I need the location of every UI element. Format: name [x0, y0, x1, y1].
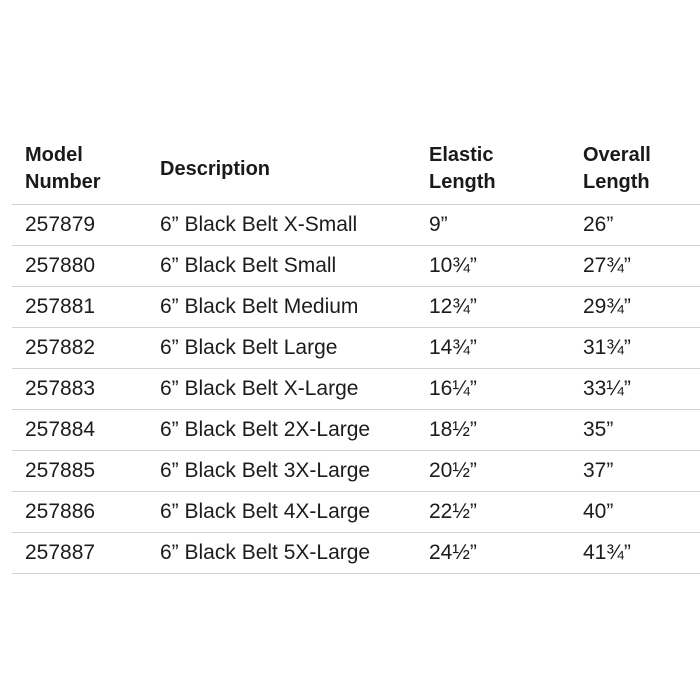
elastic-length-cell: 18½” [429, 418, 477, 441]
overall-length-cell: 27¾” [583, 254, 631, 277]
description-cell: 6” Black Belt Medium [160, 295, 359, 318]
description-cell: 6” Black Belt Large [160, 336, 338, 359]
table-row [12, 287, 700, 328]
description-cell: 6” Black Belt 3X-Large [160, 459, 371, 482]
size-chart-table [12, 140, 700, 574]
model-number-cell: 257883 [25, 377, 96, 400]
elastic-length-cell: 22½” [429, 500, 477, 523]
description-cell: 6” Black Belt 4X-Large [160, 500, 371, 523]
overall-length-cell: 26” [583, 213, 614, 236]
overall-length-cell: 31¾” [583, 336, 631, 359]
header-elastic-length [429, 142, 496, 196]
table-row [12, 205, 700, 246]
header-description-label: Description [160, 158, 271, 180]
table-row [12, 451, 700, 492]
model-number-cell: 257884 [25, 418, 96, 441]
table-header-row [12, 140, 700, 205]
header-overall-line2: Length [583, 171, 650, 193]
table-row [12, 369, 700, 410]
model-number-cell: 257879 [25, 213, 96, 236]
description-cell: 6” Black Belt 2X-Large [160, 418, 371, 441]
description-cell: 6” Black Belt X-Small [160, 213, 358, 236]
header-elastic-line1: Elastic [429, 144, 494, 166]
description-cell: 6” Black Belt X-Large [160, 377, 359, 400]
table-row [12, 246, 700, 287]
overall-length-cell: 29¾” [583, 295, 631, 318]
elastic-length-cell: 10¾” [429, 254, 477, 277]
elastic-length-cell: 9” [429, 213, 448, 236]
model-number-cell: 257882 [25, 336, 96, 359]
header-model-line2: Number [25, 171, 101, 193]
model-number-cell: 257886 [25, 500, 96, 523]
header-model-line1: Model [25, 144, 83, 166]
model-number-cell: 257885 [25, 459, 96, 482]
elastic-length-cell: 16¼” [429, 377, 477, 400]
header-model-number [25, 142, 101, 196]
table-row [12, 328, 700, 369]
model-number-cell: 257880 [25, 254, 96, 277]
description-cell: 6” Black Belt Small [160, 254, 337, 277]
model-number-cell: 257881 [25, 295, 96, 318]
elastic-length-cell: 24½” [429, 541, 477, 564]
header-overall-line1: Overall [583, 144, 651, 166]
elastic-length-cell: 20½” [429, 459, 477, 482]
description-cell: 6” Black Belt 5X-Large [160, 541, 371, 564]
overall-length-cell: 33¼” [583, 377, 631, 400]
header-overall-length [583, 142, 651, 196]
table-row [12, 492, 700, 533]
header-description [160, 156, 270, 183]
model-number-cell: 257887 [25, 541, 96, 564]
overall-length-cell: 37” [583, 459, 614, 482]
overall-length-cell: 35” [583, 418, 614, 441]
overall-length-cell: 41¾” [583, 541, 631, 564]
table-row [12, 410, 700, 451]
header-elastic-line2: Length [429, 171, 496, 193]
elastic-length-cell: 14¾” [429, 336, 477, 359]
overall-length-cell: 40” [583, 500, 614, 523]
elastic-length-cell: 12¾” [429, 295, 477, 318]
table-row [12, 533, 700, 574]
